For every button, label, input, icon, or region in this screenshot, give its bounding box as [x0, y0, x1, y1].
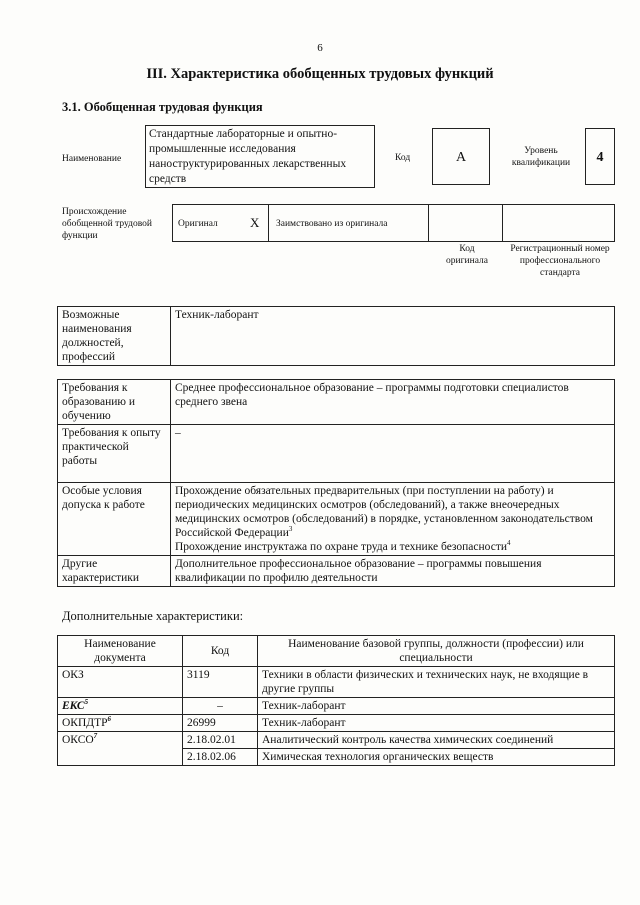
doc-name: ЕКС: [62, 700, 85, 712]
name-label: Наименование: [62, 154, 122, 164]
safety-instruction-text: Прохождение инструктажа по охране труда и технике безопасности: [175, 541, 507, 553]
footnote-ref: 3: [288, 525, 293, 534]
doc-cell: [58, 715, 183, 732]
table-row: [58, 732, 615, 749]
name-cell: Техники в области физических и технических наук, не входящие в другие группы: [258, 667, 615, 698]
requirement-value: Среднее профессиональное образование – программы подготовки специалистов среднего звена: [171, 380, 615, 425]
requirement-value: [171, 483, 615, 556]
requirement-label: Другие характеристики: [58, 556, 171, 587]
positions-table: [57, 306, 615, 366]
footnote-ref: 7: [93, 732, 98, 741]
requirement-label: Требования к опыту практической работы: [58, 425, 171, 483]
code-original-label: Код оригинала: [446, 244, 488, 266]
doc-cell: ОКЗ: [58, 667, 183, 698]
requirement-label: Требования к образованию и обучению: [58, 380, 171, 425]
origin-label: Происхождение обобщенной трудовой функции: [62, 207, 152, 241]
table-row: [58, 698, 615, 715]
doc-cell: [58, 732, 183, 766]
doc-cell: [58, 698, 183, 715]
positions-value: Техник-лаборант: [171, 307, 615, 366]
name-cell: Аналитический контроль качества химических соединений: [258, 732, 615, 749]
subsection-title: 3.1. Обобщенная трудовая функция: [62, 100, 263, 114]
table-header-row: [58, 636, 615, 667]
code-box: [432, 128, 490, 185]
level-box: [585, 128, 615, 185]
requirements-table: [57, 379, 615, 587]
doc-name: ОКПДТР: [62, 717, 108, 729]
code-cell: 2.18.02.06: [183, 749, 258, 766]
level-label: Уровень квалификации: [511, 146, 571, 168]
code-cell: 3119: [183, 667, 258, 698]
divider: [502, 204, 503, 242]
name-cell: Техник-лаборант: [258, 715, 615, 732]
function-name-box: [145, 125, 375, 188]
additional-title: Дополнительные характеристики:: [62, 609, 244, 623]
level-value: 4: [596, 150, 604, 165]
requirement-value: –: [171, 425, 615, 483]
page-number: 6: [317, 42, 323, 54]
origin-box: [172, 204, 615, 242]
doc-name: ОКСО: [62, 734, 94, 746]
code-cell: –: [183, 698, 258, 715]
divider: [428, 204, 429, 242]
column-header: Наименование документа: [58, 636, 183, 667]
admission-conditions-text: Прохождение обязательных предварительных (при поступлении на работу) и периодических медицинских осмотров (обследований), а также внеочередных медицинских осмотров (обследований) в порядке, установленном законодательством Российской Федерации: [175, 485, 593, 539]
requirement-label: Особые условия допуска к работе: [58, 483, 171, 556]
footnote-ref: 4: [507, 539, 511, 548]
code-cell: 26999: [183, 715, 258, 732]
name-cell: Техник-лаборант: [258, 698, 615, 715]
column-header: Код: [183, 636, 258, 667]
requirement-value: Дополнительное профессиональное образование – программы повышения квалификации по профилю деятельности: [171, 556, 615, 587]
requirement-row: [58, 425, 615, 483]
original-label: Оригинал: [178, 219, 218, 229]
footnote-ref: 5: [84, 698, 89, 707]
requirement-row: [58, 556, 615, 587]
code-label: Код: [395, 153, 411, 163]
divider: [268, 204, 269, 242]
positions-label: Возможные наименования должностей, профессий: [58, 307, 171, 366]
requirement-row: [58, 380, 615, 425]
code-value: A: [455, 150, 467, 165]
reg-number-label: Регистрационный номер профессионального стандарта: [510, 244, 610, 278]
column-header: Наименование базовой группы, должности (профессии) или специальности: [258, 636, 615, 667]
section-title: III. Характеристика обобщенных трудовых функций: [146, 66, 494, 82]
borrowed-label: Заимствовано из оригинала: [276, 219, 388, 229]
table-row: [58, 667, 615, 698]
table-row: [58, 715, 615, 732]
original-mark: X: [250, 215, 260, 230]
code-cell: 2.18.02.01: [183, 732, 258, 749]
footnote-ref: 6: [107, 715, 112, 724]
function-name-value: Стандартные лабораторные и опытно-промышленные исследования наноструктурированных лекарственных средств: [149, 128, 347, 185]
name-cell: Химическая технология органических веществ: [258, 749, 615, 766]
additional-table: [57, 635, 615, 766]
requirement-row: [58, 483, 615, 556]
